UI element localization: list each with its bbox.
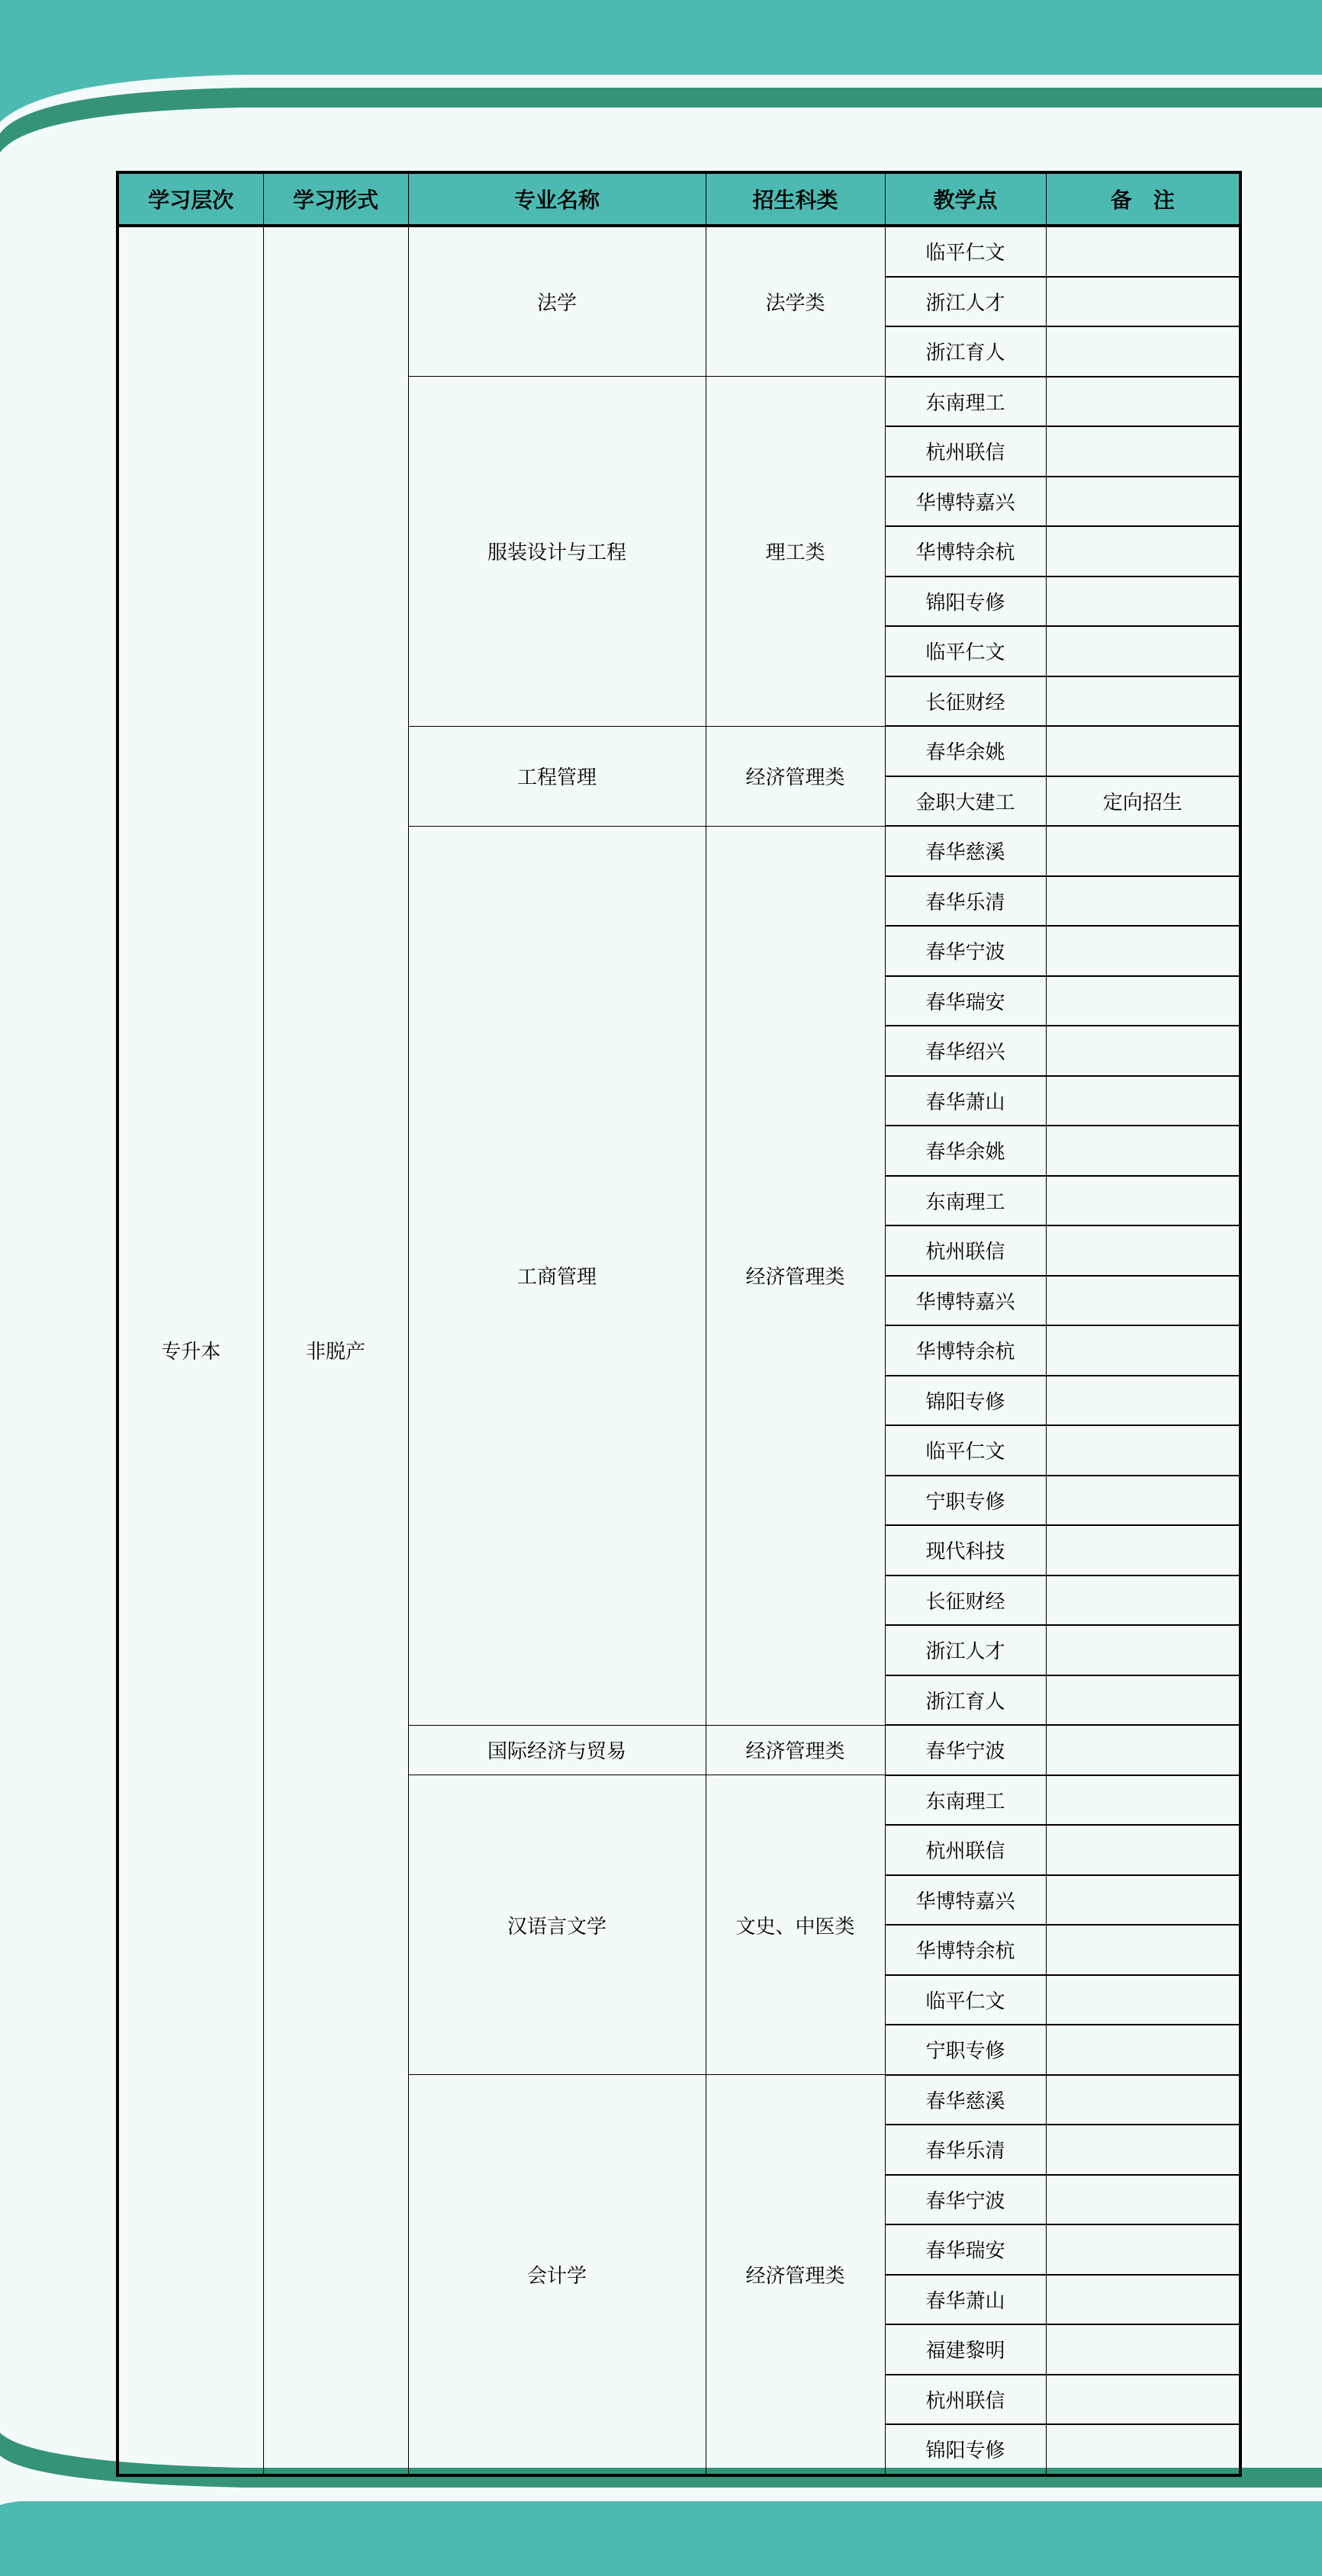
teaching-point-cell: 春华瑞安 (885, 976, 1046, 1026)
note-cell (1046, 277, 1240, 327)
major-cell: 汉语言文学 (408, 1775, 706, 2075)
teaching-point-cell: 春华余姚 (885, 1126, 1046, 1176)
table-header-row (117, 172, 1240, 226)
note-cell (1046, 1176, 1240, 1226)
teaching-point-cell: 春华宁波 (885, 926, 1046, 976)
teaching-point-cell: 浙江育人 (885, 1675, 1046, 1726)
teaching-point-cell: 杭州联信 (885, 426, 1046, 477)
note-cell (1046, 2025, 1240, 2075)
note-cell (1046, 2125, 1240, 2175)
header-category: 招生科类 (706, 172, 885, 226)
teaching-point-cell: 华博特余杭 (885, 1325, 1046, 1376)
note-cell (1046, 2224, 1240, 2275)
note-cell (1046, 1875, 1240, 1926)
teaching-point-cell: 春华宁波 (885, 1725, 1046, 1775)
header-form: 学习形式 (263, 172, 408, 226)
category-cell: 文史、中医类 (706, 1775, 885, 2075)
teaching-point-cell: 华博特余杭 (885, 526, 1046, 577)
teaching-point-cell: 锦阳专修 (885, 2424, 1046, 2475)
teaching-point-cell: 春华萧山 (885, 2275, 1046, 2325)
note-cell (1046, 1725, 1240, 1775)
note-cell (1046, 1575, 1240, 1626)
note-cell (1046, 1126, 1240, 1176)
major-cell: 会计学 (408, 2075, 706, 2475)
note-cell (1046, 876, 1240, 927)
note-cell (1046, 226, 1240, 277)
note-cell (1046, 1825, 1240, 1875)
teaching-point-cell: 华博特嘉兴 (885, 1276, 1046, 1326)
note-cell (1046, 1525, 1240, 1575)
note-cell (1046, 926, 1240, 976)
teaching-point-cell: 现代科技 (885, 1525, 1046, 1575)
teaching-point-cell: 临平仁文 (885, 1425, 1046, 1476)
enrollment-table (116, 171, 1242, 2477)
header-level: 学习层次 (117, 172, 263, 226)
note-cell (1046, 1276, 1240, 1326)
note-cell (1046, 426, 1240, 477)
note-cell (1046, 1325, 1240, 1376)
teaching-point-cell: 长征财经 (885, 676, 1046, 727)
note-cell (1046, 477, 1240, 527)
teaching-point-cell: 宁职专修 (885, 2025, 1046, 2075)
note-cell (1046, 577, 1240, 627)
teaching-point-cell: 临平仁文 (885, 1975, 1046, 2025)
note-cell (1046, 826, 1240, 876)
header-major: 专业名称 (408, 172, 706, 226)
note-cell (1046, 2375, 1240, 2425)
note-cell (1046, 2424, 1240, 2475)
teaching-point-cell: 华博特嘉兴 (885, 1875, 1046, 1926)
note-cell (1046, 1376, 1240, 1426)
top-decoration-curve (0, 0, 1322, 153)
form-cell: 非脱产 (263, 226, 408, 2475)
teaching-point-cell: 春华乐清 (885, 876, 1046, 927)
level-cell: 专升本 (117, 226, 263, 2475)
category-cell: 理工类 (706, 377, 885, 727)
header-teaching-point: 教学点 (885, 172, 1046, 226)
note-cell (1046, 2175, 1240, 2225)
note-cell (1046, 976, 1240, 1026)
category-cell: 法学类 (706, 226, 885, 377)
major-cell: 国际经济与贸易 (408, 1725, 706, 1775)
teaching-point-cell: 东南理工 (885, 1176, 1046, 1226)
teaching-point-cell: 春华宁波 (885, 2175, 1046, 2225)
note-cell (1046, 377, 1240, 427)
note-cell (1046, 1476, 1240, 1526)
note-cell (1046, 2324, 1240, 2375)
note-cell (1046, 1975, 1240, 2025)
teaching-point-cell: 春华乐清 (885, 2125, 1046, 2175)
teaching-point-cell: 临平仁文 (885, 626, 1046, 676)
note-cell (1046, 1425, 1240, 1476)
note-cell (1046, 1675, 1240, 1726)
major-cell: 法学 (408, 226, 706, 377)
note-cell (1046, 626, 1240, 676)
teaching-point-cell: 杭州联信 (885, 2375, 1046, 2425)
teaching-point-cell: 长征财经 (885, 1575, 1046, 1626)
note-cell (1046, 1625, 1240, 1675)
teaching-point-cell: 华博特余杭 (885, 1925, 1046, 1975)
teaching-point-cell: 华博特嘉兴 (885, 477, 1046, 527)
teaching-point-cell: 福建黎明 (885, 2324, 1046, 2375)
note-cell (1046, 1026, 1240, 1076)
category-cell: 经济管理类 (706, 726, 885, 826)
header-note: 备 注 (1046, 172, 1240, 226)
note-cell (1046, 726, 1240, 776)
teaching-point-cell: 临平仁文 (885, 226, 1046, 277)
teaching-point-cell: 浙江人才 (885, 277, 1046, 327)
teaching-point-cell: 宁职专修 (885, 1476, 1046, 1526)
table-row (117, 226, 1240, 277)
teaching-point-cell: 金职大建工 (885, 776, 1046, 827)
note-cell: 定向招生 (1046, 776, 1240, 827)
category-cell: 经济管理类 (706, 1725, 885, 1775)
note-cell (1046, 676, 1240, 727)
major-cell: 服装设计与工程 (408, 377, 706, 727)
category-cell: 经济管理类 (706, 2075, 885, 2475)
teaching-point-cell: 锦阳专修 (885, 577, 1046, 627)
note-cell (1046, 1076, 1240, 1126)
teaching-point-cell: 东南理工 (885, 377, 1046, 427)
major-cell: 工商管理 (408, 826, 706, 1725)
teaching-point-cell: 春华瑞安 (885, 2224, 1046, 2275)
teaching-point-cell: 春华余姚 (885, 726, 1046, 776)
note-cell (1046, 2075, 1240, 2125)
note-cell (1046, 1225, 1240, 1276)
teaching-point-cell: 春华慈溪 (885, 826, 1046, 876)
note-cell (1046, 1775, 1240, 1826)
major-cell: 工程管理 (408, 726, 706, 826)
category-cell: 经济管理类 (706, 826, 885, 1725)
teaching-point-cell: 浙江人才 (885, 1625, 1046, 1675)
teaching-point-cell: 杭州联信 (885, 1825, 1046, 1875)
teaching-point-cell: 春华绍兴 (885, 1026, 1046, 1076)
note-cell (1046, 2275, 1240, 2325)
note-cell (1046, 1925, 1240, 1975)
teaching-point-cell: 锦阳专修 (885, 1376, 1046, 1426)
teaching-point-cell: 春华萧山 (885, 1076, 1046, 1126)
teaching-point-cell: 东南理工 (885, 1775, 1046, 1826)
teaching-point-cell: 浙江育人 (885, 326, 1046, 377)
teaching-point-cell: 春华慈溪 (885, 2075, 1046, 2125)
note-cell (1046, 326, 1240, 377)
teaching-point-cell: 杭州联信 (885, 1225, 1046, 1276)
note-cell (1046, 526, 1240, 577)
